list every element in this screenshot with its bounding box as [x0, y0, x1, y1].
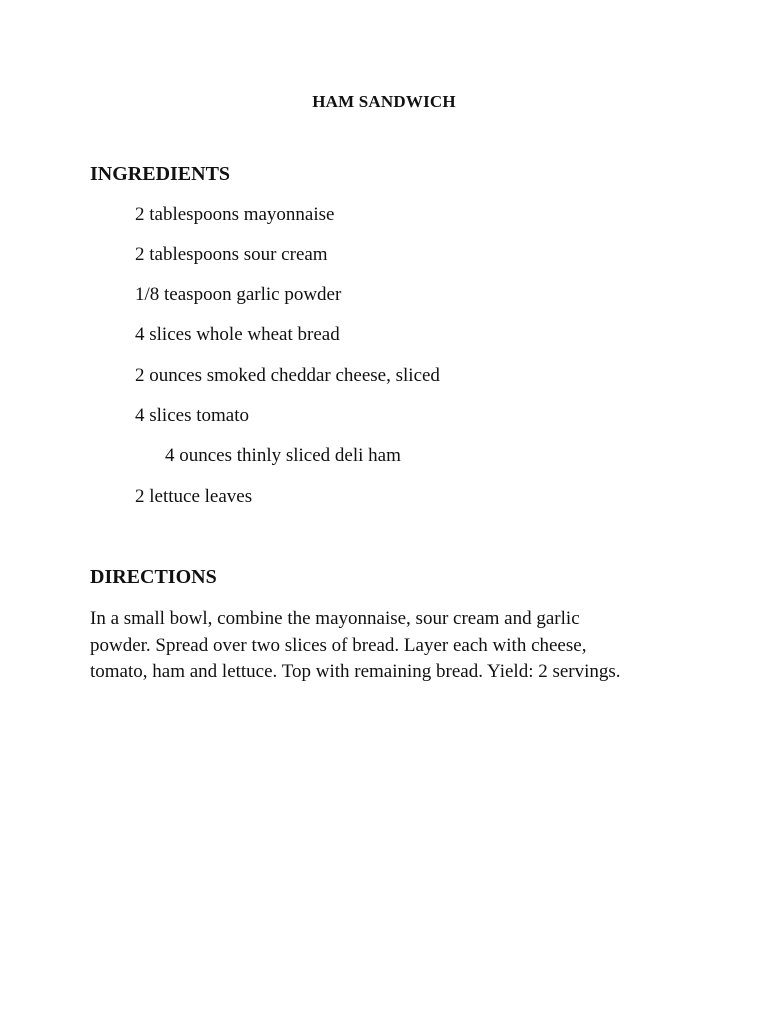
ingredient-item: 1/8 teaspoon garlic powder: [135, 284, 342, 305]
ingredient-item: 4 ounces thinly sliced deli ham: [165, 445, 401, 466]
ingredient-item: 2 tablespoons sour cream: [135, 244, 328, 265]
directions-heading: DIRECTIONS: [90, 566, 217, 588]
directions-line: tomato, ham and lettuce. Top with remaining bread. Yield: 2 servings.: [90, 661, 621, 682]
directions-paragraph: [90, 606, 690, 686]
directions-line: In a small bowl, combine the mayonnaise, sour cream and garlic: [90, 608, 580, 629]
ingredient-item: 2 tablespoons mayonnaise: [135, 204, 335, 225]
directions-line: powder. Spread over two slices of bread. Layer each with cheese,: [90, 634, 587, 656]
ingredient-item: 2 lettuce leaves: [135, 486, 253, 507]
ingredient-item: 4 slices tomato: [135, 405, 249, 426]
ingredient-item: 2 ounces smoked cheddar cheese, sliced: [135, 365, 440, 386]
ingredients-heading: INGREDIENTS: [90, 163, 231, 185]
ingredient-item: 4 slices whole wheat bread: [135, 324, 340, 345]
recipe-title: HAM SANDWICH: [312, 92, 456, 111]
